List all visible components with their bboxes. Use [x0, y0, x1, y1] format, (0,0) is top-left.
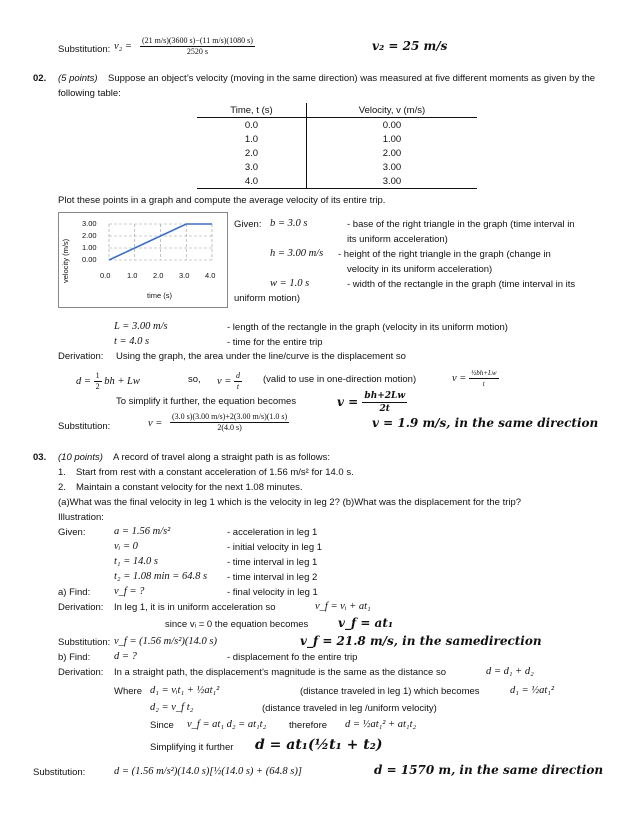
q2-deriv-text: Using the graph, the area under the line/curve is the displacement so	[116, 351, 406, 362]
table-cell: 2.00	[382, 147, 402, 159]
q2-v-bold-den: 2t	[379, 404, 390, 414]
q3-therefore-eq: d = ½at₁² + at₁t₂	[345, 719, 417, 730]
q3-number: 03.	[33, 452, 47, 463]
q3-b-desc: - displacement fo the entire trip	[227, 652, 358, 663]
table-cell: 1.00	[382, 133, 402, 145]
q2-v-eq2-block	[452, 368, 499, 389]
q2-d-eq	[76, 371, 140, 392]
q3-item2: Maintain a constant velocity for the next 1.08 minutes.	[76, 482, 303, 493]
graph-xtick-label: 1.0	[127, 271, 138, 280]
q3-item1-num: 1.	[58, 467, 66, 478]
q3-a-eq2: v_f = at₁	[338, 616, 394, 630]
q3-since: since vᵢ = 0 the equation becomes	[165, 619, 309, 630]
q2-deriv-label: Derivation:	[58, 351, 104, 362]
q3-a-sub: v_f = (1.56 m/s²)(14.0 s)	[114, 636, 217, 647]
q2-d-over-t: $\frac{d}{t}$	[236, 371, 240, 391]
q3-since2: Since	[150, 720, 174, 731]
top-fraction-den: 2520 s	[186, 47, 208, 56]
q2-L-desc: - length of the rectangle in the graph (velocity in its uniform motion)	[227, 322, 508, 333]
q2-simplify: To simplify it further, the equation becomes	[116, 396, 297, 407]
q3-a-deriv: In leg 1, it is in uniform acceleration so	[114, 602, 276, 613]
q2-sub-fraction	[170, 412, 289, 433]
q3-d2-eq: d₂ = v_f t₂	[150, 702, 194, 713]
q2-v-eq-block	[217, 371, 242, 392]
q3-given-t2-desc: - time interval in leg 2	[227, 572, 318, 583]
q2-sub-num: (3.0 s)(3.00 m/s)+2(3.00 m/s)(1.0 s)	[172, 412, 288, 421]
velocity-table	[197, 103, 477, 189]
q2-line1: Suppose an object’s velocity (moving in the same direction) was measured at five different moments as given by the	[108, 73, 596, 84]
table-row	[197, 118, 477, 133]
q3-therefore: therefore	[289, 720, 328, 731]
q2-h-desc1: - height of the right triangle in the graph (change in	[338, 249, 551, 260]
q3-a-deriv-label: Derivation:	[58, 602, 104, 613]
table-header-row	[197, 103, 477, 118]
q2-t-eq: t = 4.0 s	[114, 336, 150, 347]
q2-h-eq: h = 3.00 m/s	[270, 248, 324, 259]
q2-line2: following table:	[58, 88, 121, 99]
table-row	[197, 132, 477, 146]
q3-simplify-eq: d = at₁(½t₁ + t₂)	[255, 737, 383, 753]
top-result: v₂ = 25 m/s	[372, 39, 448, 53]
q2-valid: (valid to use in one-direction motion)	[263, 374, 417, 385]
q3-where: Where	[114, 686, 142, 697]
table-cell: 4.0	[197, 174, 306, 189]
q3-b-var: d = ?	[114, 651, 137, 662]
q3-illustration: Illustration:	[58, 512, 104, 523]
graph-ytick-label: 0.00	[82, 255, 97, 264]
top-fraction-num: (21 m/s)(3600 s)−(11 m/s)(1080 s)	[142, 36, 253, 45]
q2-given-label: Given:	[234, 219, 262, 230]
q2-v-eq: v =	[217, 375, 232, 387]
q2-v-eq2-fraction: $\frac{\text{½bh+Lw}}{t}$	[471, 369, 497, 388]
q2-sub-den: 2(4.0 s)	[217, 423, 242, 432]
q3-b-sub-label: Substitution:	[33, 767, 86, 778]
q3-simplify: Simplifying it further	[150, 742, 234, 753]
graph-xtick-label: 0.0	[100, 271, 111, 280]
q3-b-sub: d = (1.56 m/s²)(14.0 s)[½(14.0 s) + (64.8 s)]	[114, 766, 302, 777]
q3-b-eq: d = d₁ + d₂	[486, 666, 534, 677]
table-row	[197, 160, 477, 174]
q2-v-bold-block	[337, 390, 407, 415]
q3-points: (10 points)	[58, 452, 103, 463]
q2-w-desc2: uniform motion)	[234, 293, 300, 304]
q3-a-var: v_f = ?	[114, 586, 145, 597]
q2-sub-v: v =	[148, 418, 163, 429]
top-v2-label: v₂ =	[114, 41, 133, 52]
table-cell: 0.00	[382, 119, 402, 131]
q3-given-t1: t₁ = 14.0 s	[114, 556, 158, 567]
q3-given-t1-desc: - time interval in leg 1	[227, 557, 318, 568]
graph-xtick-label: 2.0	[153, 271, 164, 280]
q3-b-deriv: In a straight path, the displacement’s magnitude is the same as the distance so	[114, 667, 446, 678]
table-cell: 0.0	[197, 118, 306, 133]
q2-result: v = 1.9 m/s, in the same direction	[372, 416, 599, 430]
top-substitution-label: Substitution:	[58, 44, 111, 55]
q3-given-vi: vᵢ = 0	[114, 541, 138, 552]
q3-given-a: a = 1.56 m/s²	[114, 526, 171, 537]
graph-ytick-label: 2.00	[82, 231, 97, 240]
velocity-graph	[58, 212, 228, 308]
q3-question: (a)What was the final velocity in leg 1 which is the velocity in leg 2? (b)What was the displacement for the trip?	[58, 497, 522, 508]
q2-v-eq2: v =	[452, 372, 467, 384]
graph-ytick-label: 1.00	[82, 243, 97, 252]
q3-b-deriv-label: Derivation:	[58, 667, 104, 678]
q2-half-fraction: $\frac{1}{2}$	[95, 371, 100, 391]
q3-a-eq: v_f = vᵢ + at₁	[315, 601, 371, 612]
graph-ytick-label: 3.00	[82, 219, 97, 228]
q2-sub-label: Substitution:	[58, 421, 111, 432]
q2-h-desc2: velocity in its uniform acceleration)	[347, 264, 493, 275]
q2-d-eq-left: d =	[76, 375, 91, 387]
table-header-time: Time, t (s)	[197, 103, 306, 118]
table-row	[197, 174, 477, 189]
q3-d1-eq: d₁ = vᵢt₁ + ½at₁²	[150, 685, 220, 696]
chart-grid	[109, 224, 212, 260]
top-fraction	[140, 36, 255, 57]
graph-xtick-label: 4.0	[205, 271, 216, 280]
graph-xlabel: time (s)	[147, 291, 172, 300]
q2-v-bold: v =	[337, 395, 359, 409]
q3-a-desc: - final velocity in leg 1	[227, 587, 318, 598]
table-cell: 2.0	[197, 146, 306, 160]
q3-b-result: d = 1570 m, in the same direction	[374, 763, 604, 777]
q2-so: so,	[188, 374, 201, 385]
table-cell: 3.00	[306, 174, 477, 189]
q2-d-eq-right: bh + Lw	[104, 375, 140, 387]
q3-given-vi-desc: - initial velocity in leg 1	[227, 542, 323, 553]
q3-intro: A record of travel along a straight path is as follows:	[113, 452, 331, 463]
q2-number: 02.	[33, 73, 47, 84]
table-row	[197, 146, 477, 160]
q2-w-desc1: - width of the rectangle in the graph (time interval in its	[347, 279, 576, 290]
table-cell: 3.0	[197, 160, 306, 174]
q2-points: (5 points)	[58, 73, 98, 84]
q3-d2-desc: (distance traveled in leg /uniform velocity)	[262, 703, 437, 714]
q2-w-eq: w = 1.0 s	[270, 278, 310, 289]
q3-given-label: Given:	[58, 527, 86, 538]
q2-v-bold-fraction	[362, 390, 407, 415]
q3-a-sub-label: Substitution:	[58, 637, 111, 648]
q2-b-desc2: its uniform acceleration)	[347, 234, 448, 245]
q3-item1: Start from rest with a constant acceleration of 1.56 m/s² for 14.0 s.	[76, 467, 354, 478]
table-cell: 3.00	[382, 161, 402, 173]
q2-v-bold-num: bh+2Lw	[364, 391, 406, 401]
q3-a-result: v_f = 21.8 m/s, in the samedirection	[300, 634, 542, 648]
q3-d1-desc: (distance traveled in leg 1) which becomes	[300, 686, 480, 697]
q3-since2-eq: v_f = at₁ d₂ = at₁t₂	[187, 719, 267, 730]
q2-plot-text: Plot these points in a graph and compute the average velocity of its entire trip.	[58, 195, 386, 206]
q3-given-a-desc: - acceleration in leg 1	[227, 527, 318, 538]
q3-d1-eq2: d₁ = ½at₁²	[510, 685, 555, 696]
table-cell: 1.0	[197, 132, 306, 146]
graph-xtick-label: 3.0	[179, 271, 190, 280]
q3-given-t2: t₂ = 1.08 min = 64.8 s	[114, 571, 208, 582]
q2-t-desc: - time for the entire trip	[227, 337, 323, 348]
q2-b-desc1: - base of the right triangle in the graph (time interval in	[347, 219, 575, 230]
q3-item2-num: 2.	[58, 482, 66, 493]
table-header-velocity: Velocity, v (m/s)	[306, 103, 477, 118]
q3-a-find: a) Find:	[58, 587, 91, 598]
q3-b-find: b) Find:	[58, 652, 91, 663]
q2-L-eq: L = 3.00 m/s	[114, 321, 168, 332]
q2-b-eq: b = 3.0 s	[270, 218, 308, 229]
graph-ylabel: velocity (m/s)	[61, 238, 70, 283]
